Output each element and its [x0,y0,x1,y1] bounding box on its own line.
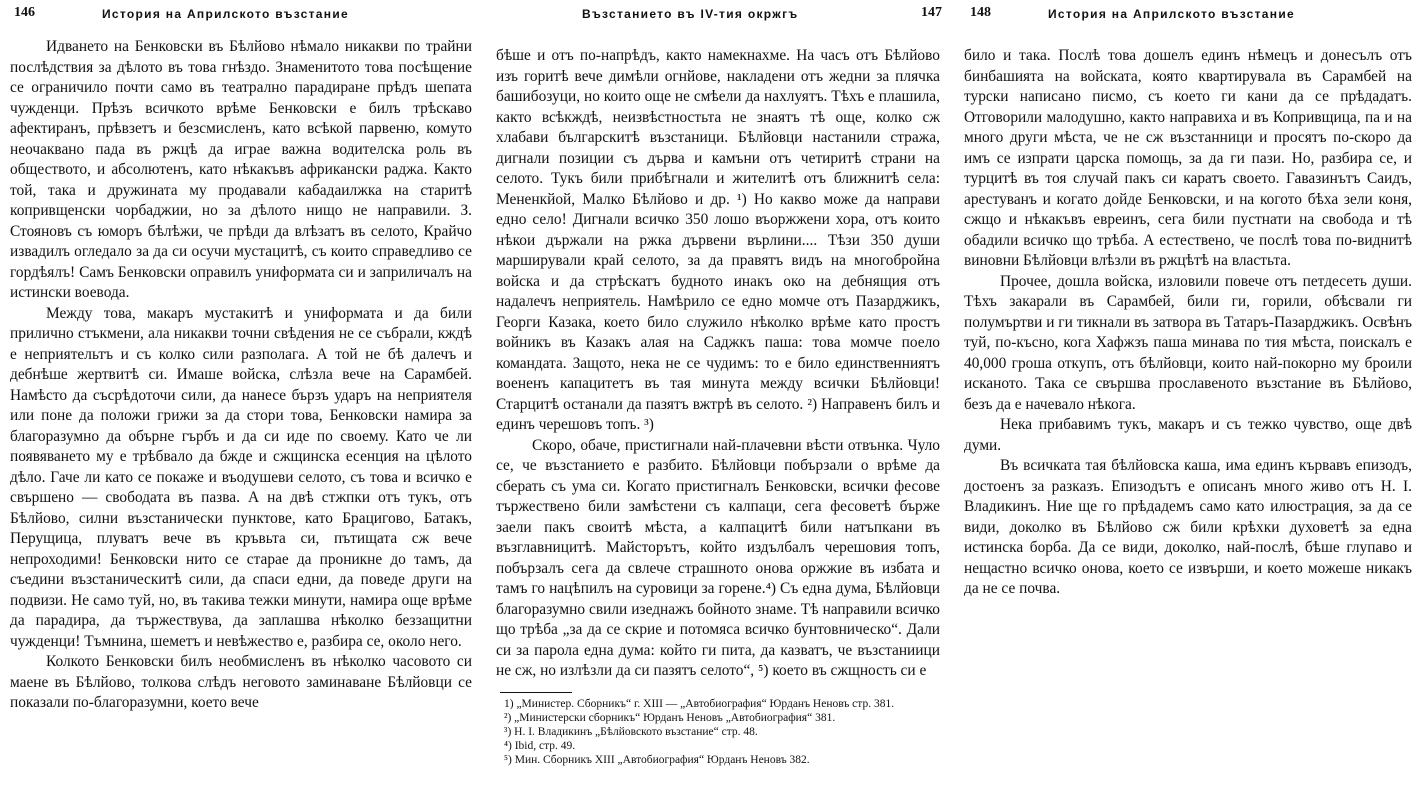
paragraph: Между това, макаръ мустакитѣ и униформата и да били прилично стъкмени, ала никакви точни свѣдения не се събрали, кждѣ е неприятельтъ и съ колко сили разполага. А той не бѣ далечъ и дебнѣше жертвитѣ си. Имаше войска, слѣзла вече на Сарамбей. Намѣсто да съсрѣдоточи сили, да нанесе бързъ ударъ на неприятеля или поне да положи грижи за да стори това, Бенковски намира за благоразумно да обърне гърбъ и да си иде по своему. Като че ли появяването му е трѣбвало да бжде и сжщинска есенция на цѣлото дѣло. Гаче ли като се покаже и въодушеви селото, съ това и всичко е свършено — свободата въ пазва. А на двѣ стжпки отъ тукъ, отъ Бѣлйово, силни възстанически пунктове, като Брацигово, Батакъ, Перущица, плуватъ вече въ кръвьта си, пътищата сж вече непроходими! Бенковски нито се старае да проникне до тамъ, да съедини възстаническитѣ сили, да спаси едни, да поведе други на подвизи. Не само туй, но, въ такива тежки минути, намира още врѣме да парадира, да тържествува, да заплашва нѣколко беззащитни чужденци! Тъмнина, шеметъ и невѣжество е, разбира се, около него. [10,304,472,650]
paragraph: Нека прибавимъ тукъ, макаръ и съ тежко чувство, още двѣ думи. [964,416,1412,454]
right-page [956,0,1426,600]
footnote-rule [500,692,572,693]
paragraph: Скоро, обаче, пристигнали най-плачевни вѣсти отвънка. Чуло се, че възстанието е разбито. Бѣлйовци побързали о врѣме да сберать съ ума си. Когато пристигналъ Бенковски, всички фесове тържествено били замѣстени съ калпаци, сега фесоветѣ бърже заели пакъ своитѣ мѣста, а калпацитѣ били натъпкани въ възглавницитѣ. Майсторътъ, който издълбалъ черешовия топъ, побързалъ сега да свлече страшното онова оржжие въ избата и тамъ го нацѣпилъ на суровици за горене.⁴) Съ една дума, Бѣлйовци благоразумно свили изеднажъ бойното знаме. Тѣ направили всичко що трѣба „за да се скрие и потомяса всичко бунтовническо“. Дали си за парола една дума: който ги пита, да казватъ, че възстаниици не сж, но излѣзли да си пазятъ селото“, ⁵) което въ сжщность си е [496,436,940,679]
paragraph: Колкото Бенковски билъ необмисленъ въ нѣколко часовото си маене въ Бѣлйово, толкова слѣдъ неговото заминаване Бѣлйовци се показали по-благоразумни, което вече [10,653,472,711]
paragraph: Идването на Бенковски въ Бѣлйово нѣмало никакви по трайни послѣдствия за дѣлото въ това гнѣздо. Знаменитото това посѣщение се ограничило почти само въ театрално парадиране прѣдъ шепата чужденци. Прѣзъ всичкото врѣме Бенковски е билъ трѣскаво афектиранъ, прѣвзетъ и безсмисленъ, като всѣкой парвеню, комуто неочаквано пада въ ржцѣ да играе важна водителска роль въ обществото, и абсолютенъ, като нѣкакъвъ африкански раджа. Както той, така и дружината му продавали кабадаилжка на старитѣ копривщенски чорбаджии, но за дѣлото нищо не направили. З. Стояновъ съ юморъ бѣлѣжи, че прѣди да влѣзатъ въ селото, Крайчо извадилъ огледало за да си осучи мустацитѣ, съ които справедливо се гордѣялъ! Самъ Бенковски оправилъ униформата си и заприличалъ на истински воевода. [10,38,472,301]
page-body [10,37,472,714]
middle-page [490,0,948,768]
paragraph: Прочее, дошла войска, изловили повече отъ петдесеть души. Тѣхъ закарали въ Сарамбей, били ги, горили, обѣсвали ги полумъртви и ги тикнали въ затвора въ Татаръ-Пазарджикъ. Освѣнъ туй, по-късно, кога Хафжзъ паша минава по тия мѣста, поискалъ е 40,000 гроша откупъ, отъ бѣлйовци, които най-покорно му броили исканото. Така се свършва прославеното възстание въ Бѣлйово, безъ да е начевало нѣкога. [964,272,1412,413]
left-page [0,0,484,714]
footnote: ²) „Министерски сборникъ“ Юрданъ Неновъ „Автобиография“ 381. [504,711,836,724]
footnote: ³) Н. І. Владикинъ „Бѣлйовското възстание“ стр. 48. [504,725,758,738]
paragraph: Въ всичката тая бѣлйовска каша, има единъ кървавъ епизодъ, достоенъ за разказъ. Епизодътъ е описанъ много живо отъ Н. І. Владикинъ. Ние ще го прѣдадемъ само като илюстрация, за да се види, доколко въ Бѣлйово сж били крѣхки духоветѣ за една истинска борба. Да се види, доколко, най-послѣ, бѣше глупаво и нещастно всичко онова, което се извърши, и което можеше никакъ да не се почва. [964,457,1412,597]
footnote: 1) „Министер. Сборникъ“ г. XIII — „Автобиография“ Юрданъ Неновъ стр. 381. [504,697,895,710]
page-number: 147 [921,5,942,20]
page-body [496,46,940,682]
paragraph: бѣше и отъ по-напрѣдъ, както намекнахме. На часъ отъ Бѣлйово изъ горитѣ вече димѣли огнйове, накладени отъ жедни за плячка башибозуци, но които още не смѣели да нахлуятъ. Тѣхъ е плашила, както всѣкждѣ, неизвѣстностьта не знаятъ тѣ още, колко сж хлабави българскитѣ възстаници. Бѣлйовци настанили стража, дигнали позиции съ дърва и камъни отъ четиритѣ страни на селото. Тукъ били прибѣгнали и жителитѣ отъ ближнитѣ села: Мененкйой, Малко Бѣлйово и др. ¹) Но какво може да направи едно село! Дигнали всичко 350 лошо въоржжени хора, отъ които нѣкои държали на ржка дървени върлини.... Тѣзи 350 души марширували край селото, за да правятъ видъ на многобройна войска и да стрѣскатъ будното инакъ око на дебнящия отъ надалечъ неприятель. Намѣрило се едно момче отъ Пазарджикъ, Георги Казака, което било служило нѣколко врѣме като простъ войникъ въ Казакъ алая на Саджкъ паша: това момче поело командата. Защото, нека не се чудимъ: то е било единственниятъ воененъ капацитетъ въ тая минута между всички Бѣлйовци! Старцитѣ останали да пазятъ вжтрѣ въ селото. ²) Направенъ билъ и единъ черешовъ топъ. ³) [496,47,940,433]
footnote: ⁵) Мин. Сборникъ XIII „Автобиография“ Юрданъ Неновъ 382. [504,754,810,767]
page-body [964,46,1412,600]
running-header [10,0,472,30]
running-header [964,0,1412,30]
footnote: ⁴) Ibid, стр. 49. [504,740,576,753]
running-title: Възстанието въ IV-тия окржгъ [582,7,799,21]
running-title: История на Априлското възстание [1048,7,1295,21]
page-number: 146 [14,5,35,20]
page-number: 148 [970,5,991,20]
running-header [496,0,940,30]
footnotes [496,697,940,768]
paragraph: било и така. Послѣ това дошелъ единъ нѣмецъ и донесълъ отъ бинбашията на войската, която квартирувала въ Сарамбей на турски написано писмо, съ което ги кани да се прѣдадатъ. Отговорили малодушно, както направиха и въ Копривщица, па и на много други мѣста, че не сж възстанници и просятъ по-скоро да имъ се изпрати царска помощь, за да ги пази. Но, разбира се, и турцитѣ въ тоя случай пакъ си каратъ своето. Гавазинътъ Саидъ, арестуванъ и когато дойде Бенковски, и на когото бѣха зели коня, сжщо и нѣкакъвъ евреинъ, сега били пустнати на свобода и тѣ обадили всичко що трѣба. А естествено, че послѣ това по-виднитѣ виновни Бѣлйовци влѣзли въ ржцѣтѣ на властьта. [964,47,1412,269]
running-title: История на Априлското възстание [102,7,349,21]
